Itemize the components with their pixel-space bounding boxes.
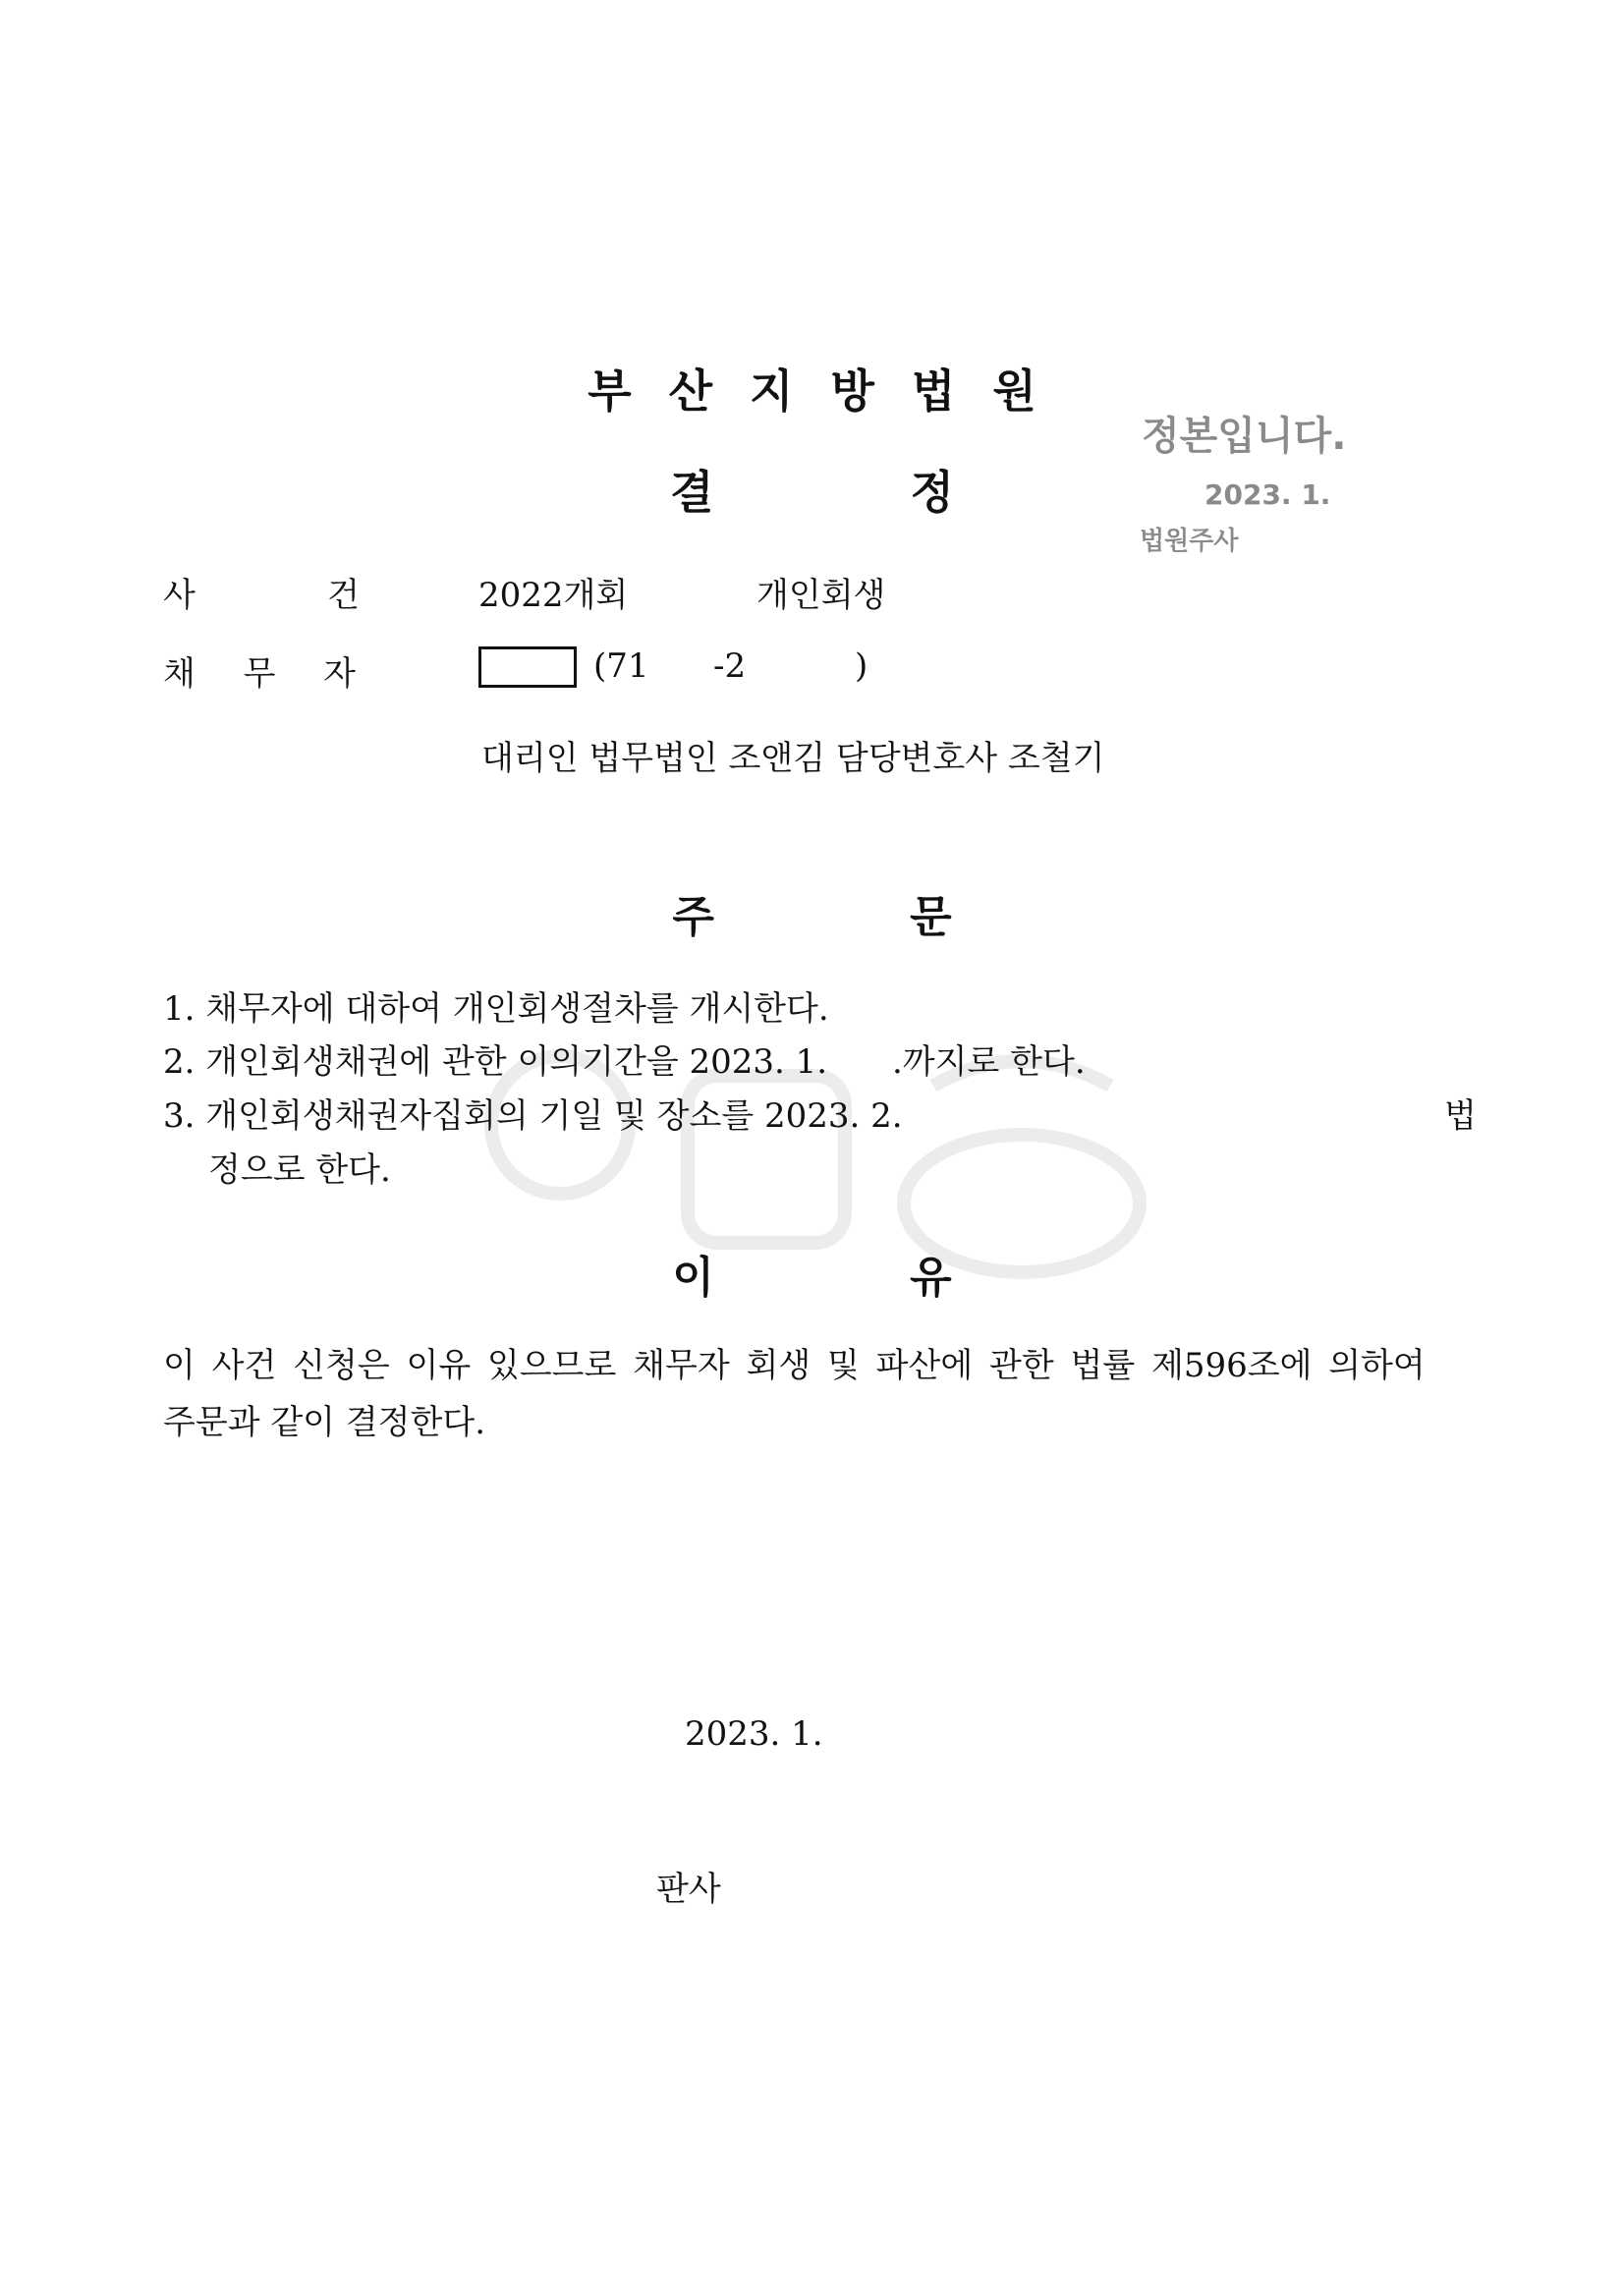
debtor-label [163, 646, 356, 695]
judge-label: 판사 [656, 1870, 721, 1909]
reason-line-2: 주문과 같이 결정한다. [163, 1403, 486, 1442]
debtor-label-char-3: 자 [323, 654, 356, 694]
order-heading [0, 881, 1624, 944]
document-title-left: 결 [670, 466, 714, 519]
debtor-label-char-1: 채 [163, 654, 196, 694]
certified-copy-stamp: 정본입니다. [1142, 414, 1347, 459]
debtor-id-prefix: (71 [593, 646, 649, 686]
agent-line: 대리인 법무법인 조앤김 담당변호사 조철기 [481, 739, 1105, 778]
debtor-label-char-2: 무 [243, 654, 276, 694]
reason-heading-right: 유 [910, 1253, 952, 1303]
stamp-officer: 법원주사 [1140, 527, 1239, 556]
reason-heading-left: 이 [672, 1253, 714, 1303]
court-name: 부산지방법원 [588, 364, 1074, 418]
debtor-id-mid: -2 [713, 646, 747, 686]
case-label-char-1: 사 [163, 576, 196, 615]
document-title [0, 457, 1624, 522]
order-item-3-tail: 법 [1444, 1096, 1477, 1136]
decision-date: 2023. 1. [685, 1714, 823, 1754]
order-heading-right: 문 [910, 892, 952, 942]
debtor-id-close: ) [855, 646, 868, 686]
order-item-3-continuation: 정으로 한다. [208, 1150, 391, 1190]
redacted-name-box [478, 646, 577, 688]
order-heading-left: 주 [672, 892, 714, 942]
order-item-1: 1. 채무자에 대하여 개인회생절차를 개시한다. [163, 989, 829, 1029]
order-item-3: 3. 개인회생채권자집회의 기일 및 장소를 2023. 2. [163, 1096, 903, 1136]
reason-line-1: 이 사건 신청은 이유 있으므로 채무자 회생 및 파산에 관한 법률 제596조에 의하여 [163, 1346, 1426, 1385]
case-number: 2022개회 [478, 576, 629, 615]
case-label-char-2: 건 [327, 576, 360, 615]
case-label [163, 568, 360, 616]
order-item-2-tail: .까지로 한다. [892, 1042, 1086, 1082]
document-title-right: 정 [910, 466, 954, 519]
order-item-2: 2. 개인회생채권에 관한 이의기간을 2023. 1. [163, 1042, 828, 1082]
case-type: 개인회생 [756, 576, 886, 615]
reason-heading [0, 1242, 1624, 1305]
stamp-date: 2023. 1. [1204, 478, 1331, 511]
